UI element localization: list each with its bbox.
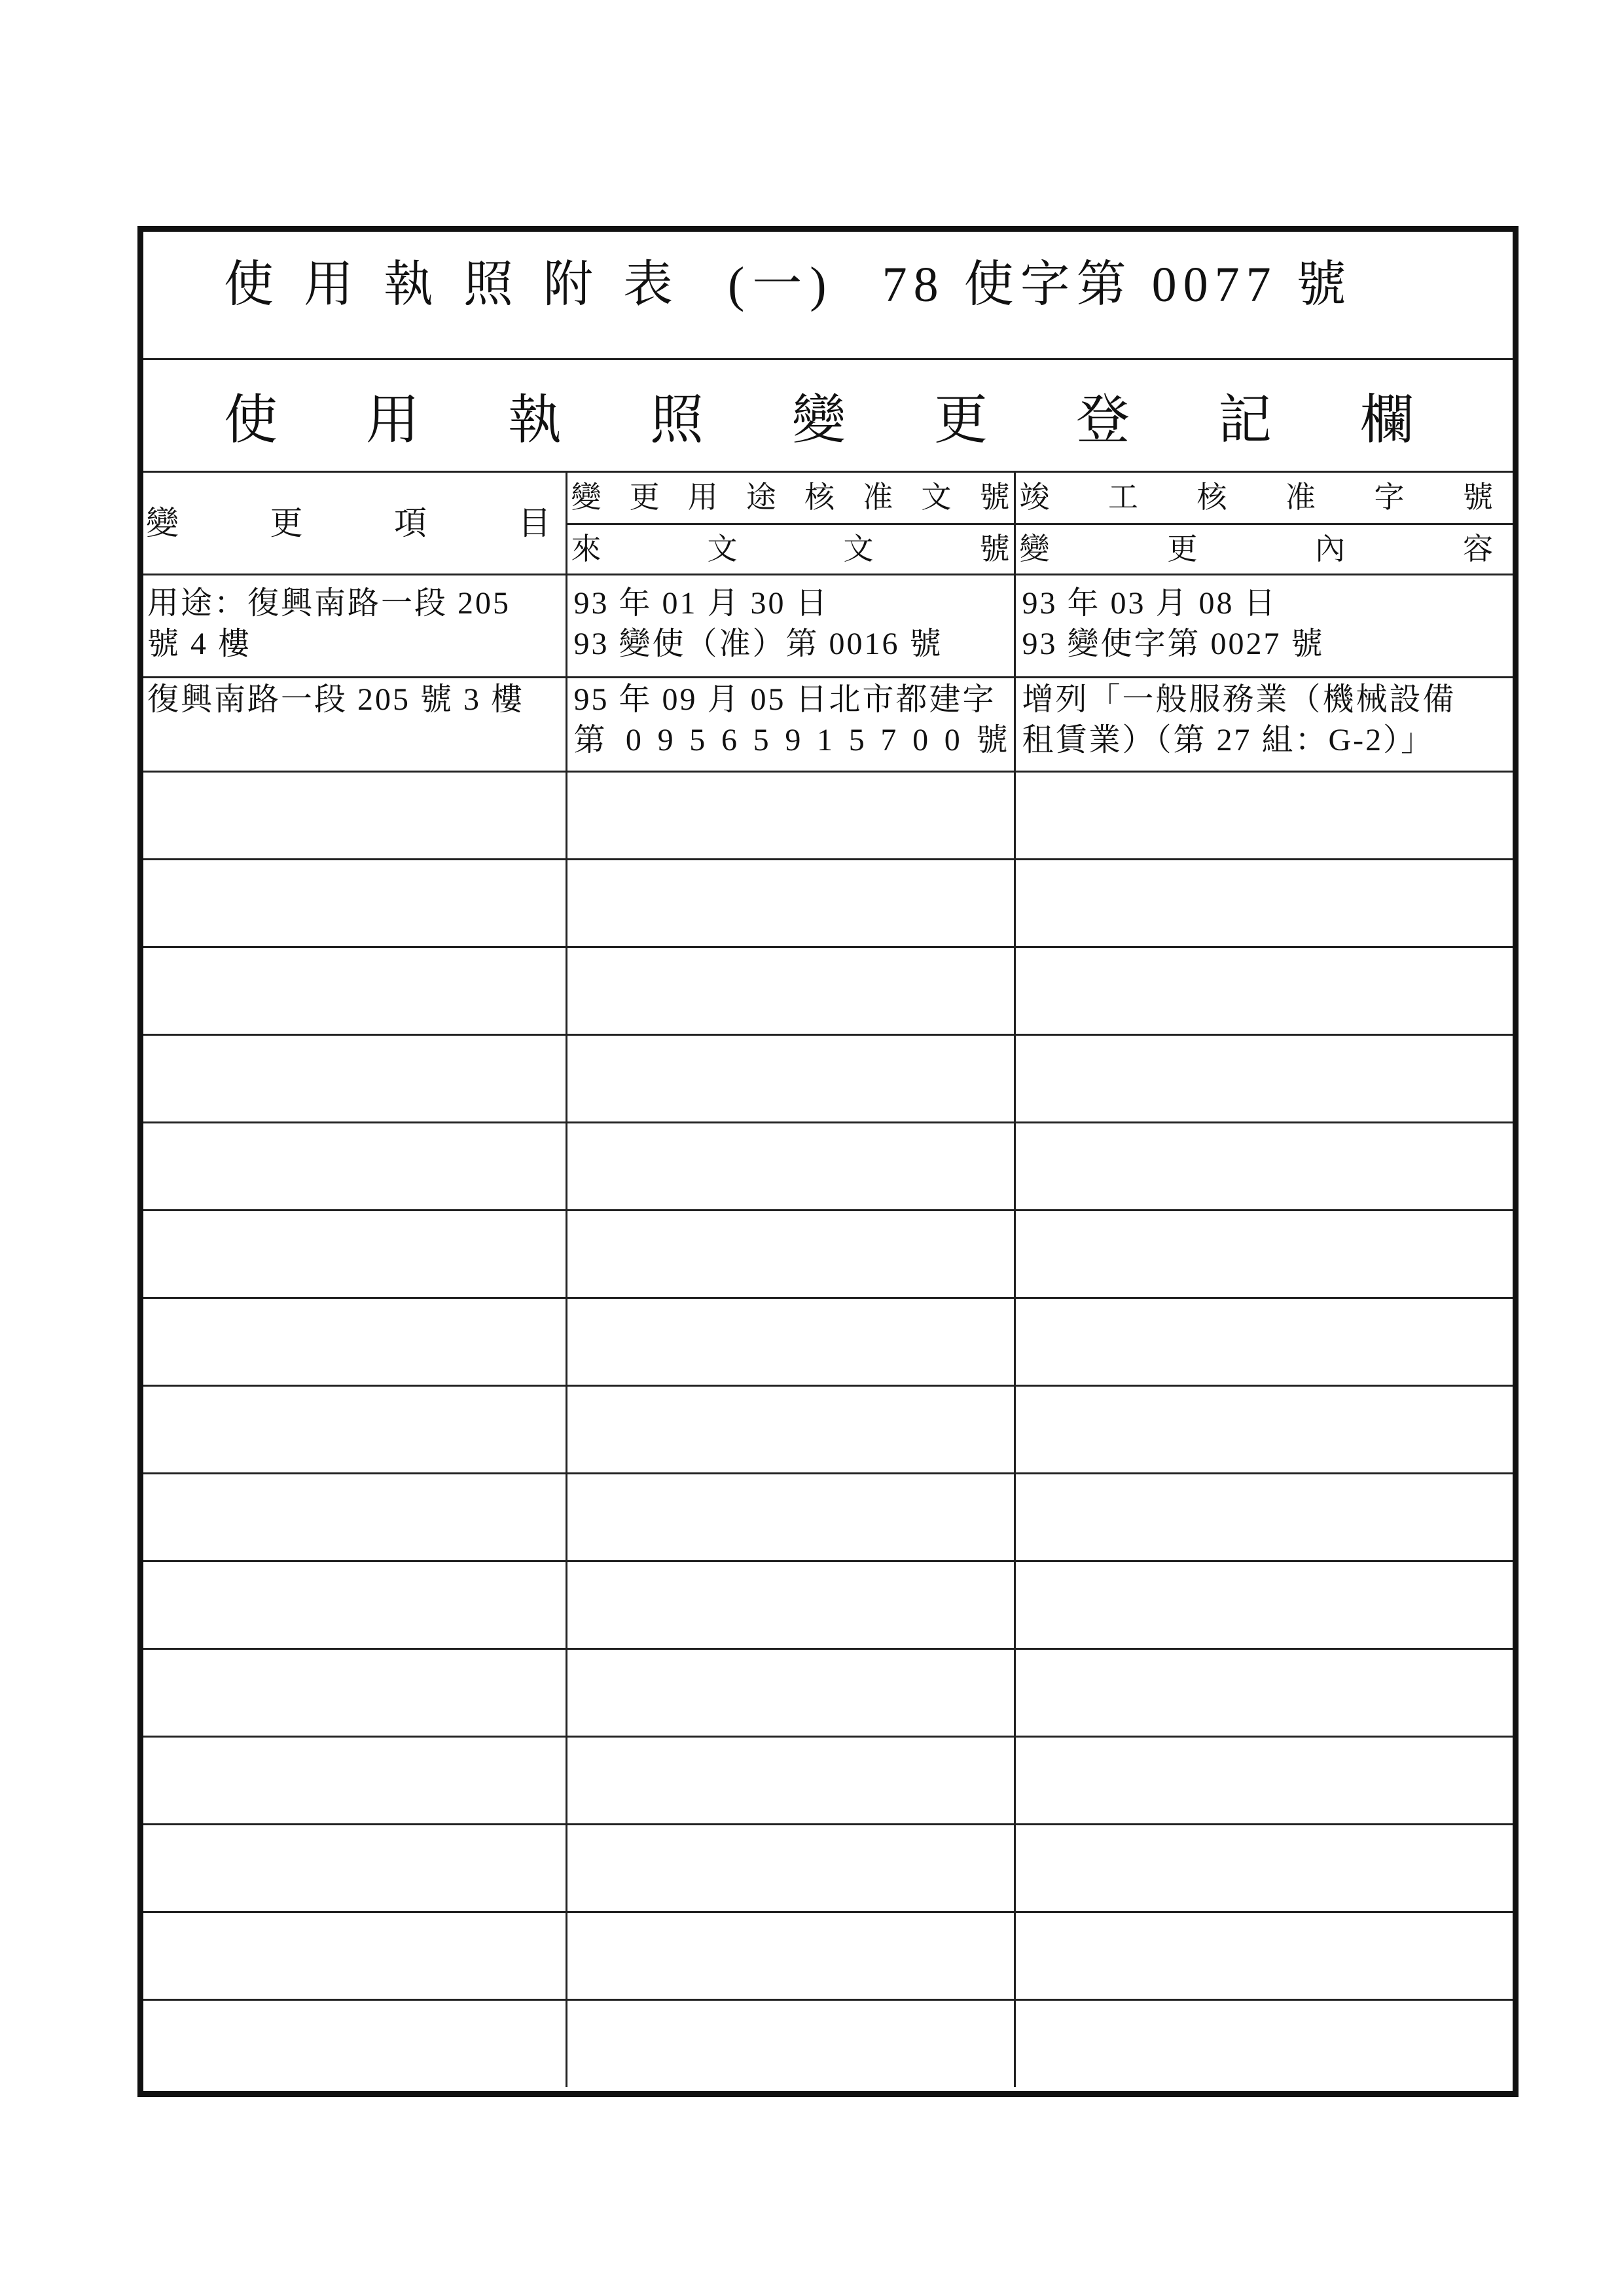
document-number: 93 變使（准）第 0016 號 bbox=[573, 626, 943, 661]
table-row bbox=[143, 677, 1513, 771]
completion-content-cell bbox=[1015, 859, 1513, 947]
empty-row bbox=[143, 1649, 1513, 1736]
change-item-cell bbox=[143, 771, 566, 859]
column-header-approval-doc-no-label: 變更用途核准文號 bbox=[571, 481, 1010, 515]
column-header-change-content-label: 變更內容 bbox=[1019, 532, 1493, 566]
form-title-text: 使用執照附表 bbox=[224, 257, 703, 312]
document-number-cell bbox=[566, 1298, 1015, 1385]
empty-row bbox=[143, 1999, 1513, 2087]
completion-content-cell bbox=[1015, 1649, 1513, 1736]
document-number-cell bbox=[566, 1999, 1015, 2087]
empty-row bbox=[143, 1736, 1513, 1824]
column-header-incoming-doc-no bbox=[566, 524, 1015, 574]
completion-number: 93 變使字第 0027 號 bbox=[1022, 626, 1325, 661]
change-item-cell bbox=[143, 677, 566, 771]
completion-content-cell bbox=[1015, 1122, 1513, 1210]
document-number: 第 0 9 5 6 5 9 1 5 7 0 0 號 bbox=[573, 722, 1010, 757]
completion-content-cell bbox=[1015, 1473, 1513, 1561]
change-item-line: 復興南路一段 205 號 3 樓 bbox=[147, 682, 525, 717]
document-date: 95 年 09 月 05 日北市都建字 bbox=[573, 682, 996, 717]
column-header-change-content bbox=[1015, 524, 1513, 574]
empty-row bbox=[143, 1298, 1513, 1385]
table-row bbox=[143, 574, 1513, 677]
table-body bbox=[143, 473, 1513, 2087]
change-item-cell bbox=[143, 1473, 566, 1561]
document-number-cell bbox=[566, 1034, 1015, 1122]
completion-content-cell bbox=[1015, 947, 1513, 1034]
change-item-cell bbox=[143, 1824, 566, 1912]
permit-number: 78 使字第 0077 號 bbox=[882, 257, 1353, 312]
change-registration-table bbox=[143, 473, 1513, 2087]
change-item-cell bbox=[143, 1649, 566, 1736]
completion-content-cell bbox=[1015, 1210, 1513, 1298]
change-item-cell bbox=[143, 1912, 566, 1999]
empty-row bbox=[143, 771, 1513, 859]
completion-content-cell bbox=[1015, 1385, 1513, 1473]
change-content-line: 租賃業）（第 27 組：G-2）」 bbox=[1022, 722, 1435, 757]
completion-content-cell bbox=[1015, 1034, 1513, 1122]
column-header-completion-approval-no bbox=[1015, 473, 1513, 524]
completion-content-cell bbox=[1015, 574, 1513, 677]
completion-content-cell bbox=[1015, 1298, 1513, 1385]
document-number-cell bbox=[566, 1561, 1015, 1649]
empty-row bbox=[143, 1385, 1513, 1473]
section-title bbox=[143, 360, 1513, 473]
form-title-suffix: (一) bbox=[728, 257, 835, 312]
empty-row bbox=[143, 1122, 1513, 1210]
form-title bbox=[143, 232, 1513, 360]
column-header-change-item bbox=[143, 473, 566, 574]
section-title-text: 使用執照變更登記欄 bbox=[224, 390, 1414, 450]
column-header-incoming-doc-no-label: 來文文號 bbox=[571, 532, 1010, 566]
header-row bbox=[143, 473, 1513, 524]
empty-row bbox=[143, 1912, 1513, 1999]
empty-row bbox=[143, 947, 1513, 1034]
document-number-cell bbox=[566, 859, 1015, 947]
document-number-cell bbox=[566, 1385, 1015, 1473]
document-number-cell bbox=[566, 574, 1015, 677]
change-item-cell bbox=[143, 1210, 566, 1298]
empty-row bbox=[143, 1034, 1513, 1122]
change-item-cell bbox=[143, 1385, 566, 1473]
document-number-cell bbox=[566, 1473, 1015, 1561]
change-item-cell bbox=[143, 1999, 566, 2087]
column-header-completion-approval-no-label: 竣工核准字號 bbox=[1019, 481, 1493, 515]
document-date: 93 年 01 月 30 日 bbox=[573, 585, 829, 621]
completion-content-cell bbox=[1015, 1999, 1513, 2087]
document-number-cell bbox=[566, 1649, 1015, 1736]
change-item-cell bbox=[143, 1561, 566, 1649]
completion-content-cell bbox=[1015, 1561, 1513, 1649]
change-item-cell bbox=[143, 1298, 566, 1385]
completion-content-cell bbox=[1015, 1824, 1513, 1912]
completion-content-cell bbox=[1015, 1912, 1513, 1999]
completion-content-cell bbox=[1015, 1736, 1513, 1824]
completion-content-cell bbox=[1015, 677, 1513, 771]
document-number-cell bbox=[566, 1122, 1015, 1210]
change-item-cell bbox=[143, 1034, 566, 1122]
change-item-cell bbox=[143, 1736, 566, 1824]
document-number-cell bbox=[566, 771, 1015, 859]
document-number-cell bbox=[566, 677, 1015, 771]
change-content-line: 增列「一般服務業（機械設備 bbox=[1022, 682, 1456, 717]
use-permit-attachment-form bbox=[137, 226, 1519, 2097]
document-number-cell bbox=[566, 1736, 1015, 1824]
completion-date: 93 年 03 月 08 日 bbox=[1022, 585, 1278, 621]
empty-row bbox=[143, 1210, 1513, 1298]
empty-row bbox=[143, 1561, 1513, 1649]
change-item-line: 用途：復興南路一段 205 bbox=[147, 585, 511, 621]
document-number-cell bbox=[566, 1210, 1015, 1298]
column-header-approval-doc-no bbox=[566, 473, 1015, 524]
empty-row bbox=[143, 859, 1513, 947]
change-item-cell bbox=[143, 947, 566, 1034]
document-number-cell bbox=[566, 1912, 1015, 1999]
column-header-change-item-label: 變更項目 bbox=[146, 504, 551, 541]
empty-row bbox=[143, 1824, 1513, 1912]
change-item-line: 號 4 樓 bbox=[147, 626, 252, 661]
change-item-cell bbox=[143, 1122, 566, 1210]
empty-row bbox=[143, 1473, 1513, 1561]
document-number-cell bbox=[566, 1824, 1015, 1912]
change-item-cell bbox=[143, 574, 566, 677]
completion-content-cell bbox=[1015, 771, 1513, 859]
document-number-cell bbox=[566, 947, 1015, 1034]
change-item-cell bbox=[143, 859, 566, 947]
